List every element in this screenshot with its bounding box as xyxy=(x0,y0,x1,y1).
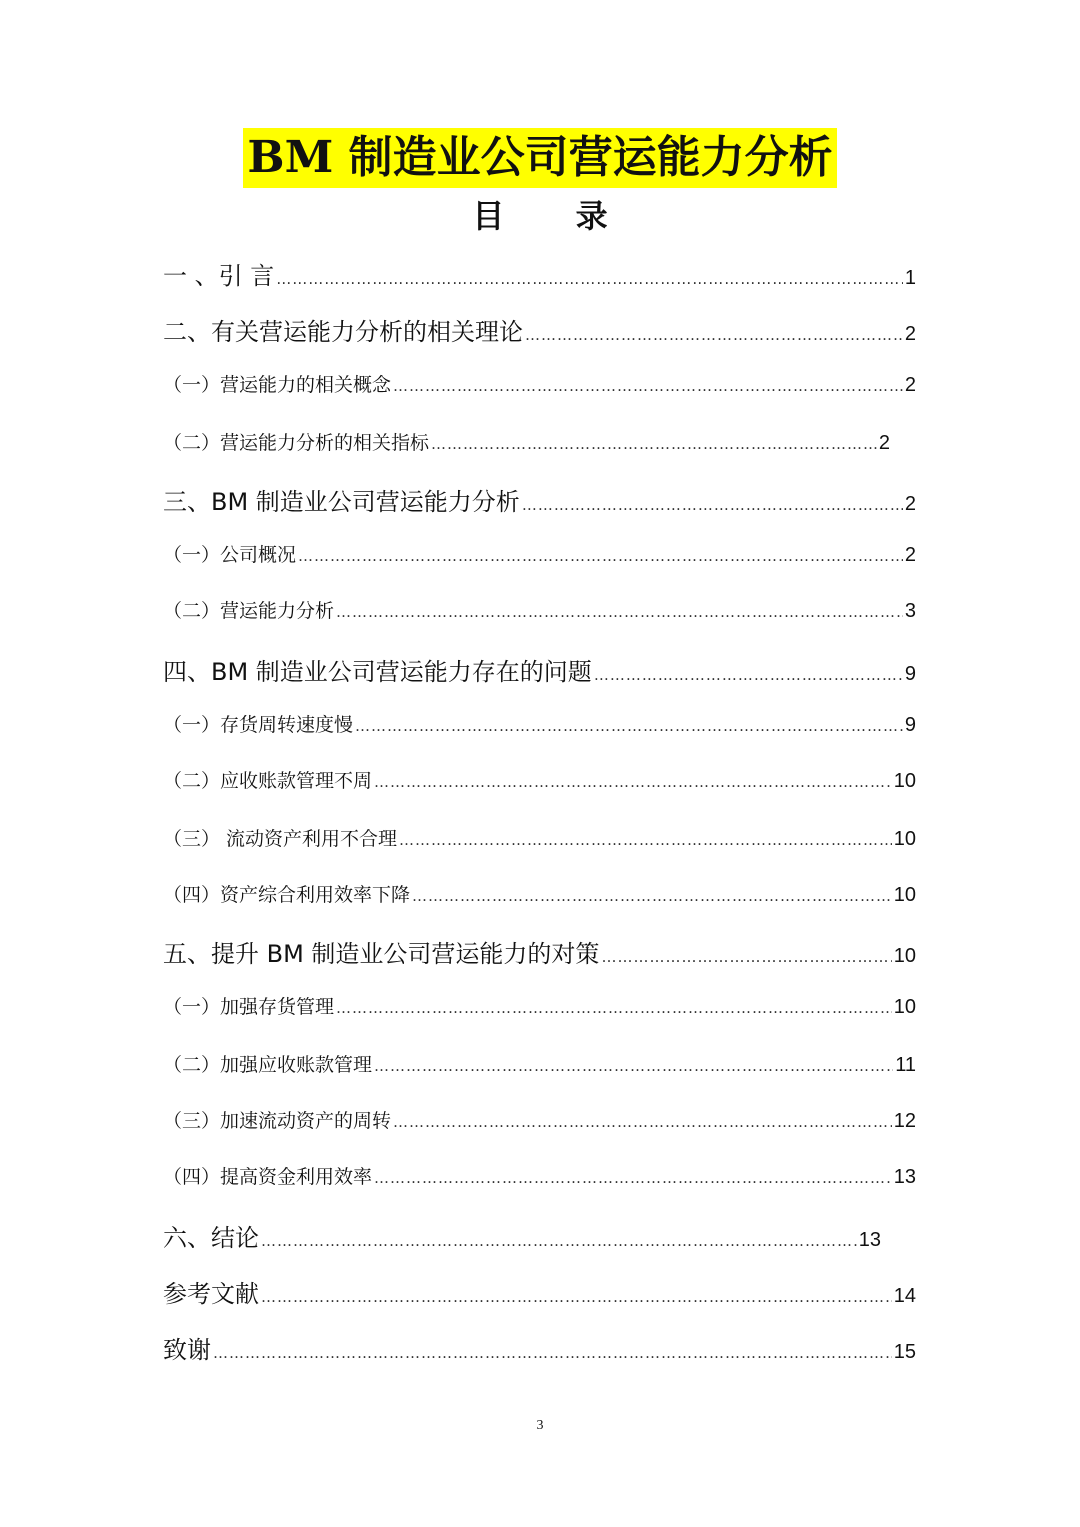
toc-entry-page: 11 xyxy=(895,1054,916,1076)
toc-entry-page: 10 xyxy=(893,828,916,850)
toc-entry-label: （二）加强应收账款管理 xyxy=(163,1054,373,1076)
toc-heading: 目 录 xyxy=(472,197,638,235)
toc-entry-references[interactable] xyxy=(163,1274,916,1314)
toc-entry-label: 四、BM 制造业公司营运能力存在的问题 xyxy=(163,658,592,686)
toc-leader-dots xyxy=(412,887,892,905)
footer-page-number: 3 xyxy=(536,1418,544,1433)
toc-entry-page: 10 xyxy=(893,884,916,906)
toc-entry-page: 2 xyxy=(904,374,916,396)
toc-entry-page: 13 xyxy=(858,1229,881,1251)
toc-entry-conclusion[interactable] xyxy=(163,1218,881,1258)
toc-entry-page: 13 xyxy=(893,1166,916,1188)
toc-leader-dots xyxy=(298,547,903,565)
toc-entry-page: 2 xyxy=(878,432,890,454)
toc-entry-receivables-management[interactable] xyxy=(163,1050,916,1086)
toc-leader-dots xyxy=(276,270,903,288)
toc-leader-dots xyxy=(525,326,903,344)
toc-entry-problems[interactable] xyxy=(163,652,916,692)
toc-entry-page: 15 xyxy=(893,1341,916,1363)
toc-entry-page: 2 xyxy=(904,493,916,515)
toc-entry-indicators[interactable] xyxy=(163,428,890,464)
toc-entry-label: （二）营运能力分析 xyxy=(163,600,335,622)
document-title: BM 制造业公司营运能力分析 xyxy=(243,128,836,188)
toc-leader-dots xyxy=(594,666,903,684)
toc-entry-label: 五、提升 BM 制造业公司营运能力的对策 xyxy=(163,940,600,968)
toc-entry-label: 二、有关营运能力分析的相关理论 xyxy=(163,318,523,346)
toc-entry-label: 参考文献 xyxy=(163,1280,259,1308)
toc-entry-label: 六、结论 xyxy=(163,1224,259,1252)
toc-leader-dots xyxy=(374,1169,892,1187)
toc-leader-dots xyxy=(261,1232,857,1250)
toc-entry-fund-efficiency[interactable] xyxy=(163,1162,916,1198)
toc-entry-page: 9 xyxy=(904,714,916,736)
toc-entry-current-assets[interactable] xyxy=(163,824,916,860)
toc-leader-dots xyxy=(601,948,891,966)
toc-leader-dots xyxy=(399,831,892,849)
toc-entry-label: （三）加速流动资产的周转 xyxy=(163,1110,392,1132)
toc-entry-label: （三） 流动资产利用不合理 xyxy=(163,828,398,850)
toc-entry-company-overview[interactable] xyxy=(163,540,916,576)
toc-leader-dots xyxy=(522,496,903,514)
toc-entry-label: （一）营运能力的相关概念 xyxy=(163,374,392,396)
toc-entry-page: 10 xyxy=(893,770,916,792)
toc-leader-dots xyxy=(355,717,903,735)
toc-leader-dots xyxy=(374,1057,893,1075)
toc-entry-theory[interactable] xyxy=(163,312,916,352)
toc-entry-concept[interactable] xyxy=(163,370,916,406)
toc-entry-inventory-turnover[interactable] xyxy=(163,710,916,746)
toc-leader-dots xyxy=(393,377,903,395)
toc-entry-page: 2 xyxy=(904,544,916,566)
toc-entry-page: 3 xyxy=(904,600,916,622)
toc-entry-page: 12 xyxy=(893,1110,916,1132)
toc-entry-label: 致谢 xyxy=(163,1336,211,1364)
toc-entry-page: 9 xyxy=(904,663,916,685)
toc-entry-inventory-management[interactable] xyxy=(163,992,916,1028)
toc-entry-label: 三、BM 制造业公司营运能力分析 xyxy=(163,488,520,516)
toc-entry-label: （四）提高资金利用效率 xyxy=(163,1166,373,1188)
toc-entry-countermeasures[interactable] xyxy=(163,934,916,974)
toc-leader-dots xyxy=(213,1344,892,1362)
toc-entry-label: （一）加强存货管理 xyxy=(163,996,335,1018)
toc-entry-label: （一）存货周转速度慢 xyxy=(163,714,354,736)
toc-entry-page: 10 xyxy=(893,945,916,967)
toc-entry-acknowledgements[interactable] xyxy=(163,1330,916,1370)
toc-entry-page: 1 xyxy=(904,267,916,289)
toc-entry-receivables[interactable] xyxy=(163,766,916,802)
toc-leader-dots xyxy=(431,435,877,453)
toc-entry-introduction[interactable] xyxy=(163,256,916,296)
toc-entry-page: 2 xyxy=(904,323,916,345)
toc-entry-analysis[interactable] xyxy=(163,482,916,522)
toc-entry-label: （二）营运能力分析的相关指标 xyxy=(163,432,430,454)
toc-leader-dots xyxy=(261,1288,892,1306)
toc-leader-dots xyxy=(336,999,892,1017)
title-wrapper xyxy=(0,128,1080,188)
toc-entry-label: （一）公司概况 xyxy=(163,544,297,566)
toc-leader-dots xyxy=(336,603,903,621)
toc-entry-capability-analysis[interactable] xyxy=(163,596,916,632)
toc-entry-page: 10 xyxy=(893,996,916,1018)
toc-entry-page: 14 xyxy=(893,1285,916,1307)
toc-entry-label: （四）资产综合利用效率下降 xyxy=(163,884,411,906)
toc-leader-dots xyxy=(374,773,892,791)
toc-entry-asset-turnover[interactable] xyxy=(163,1106,916,1142)
toc-leader-dots xyxy=(393,1113,892,1131)
toc-entry-label: （二）应收账款管理不周 xyxy=(163,770,373,792)
toc-entry-label: 一 、引 言 xyxy=(163,262,275,290)
toc-entry-asset-efficiency[interactable] xyxy=(163,880,916,916)
